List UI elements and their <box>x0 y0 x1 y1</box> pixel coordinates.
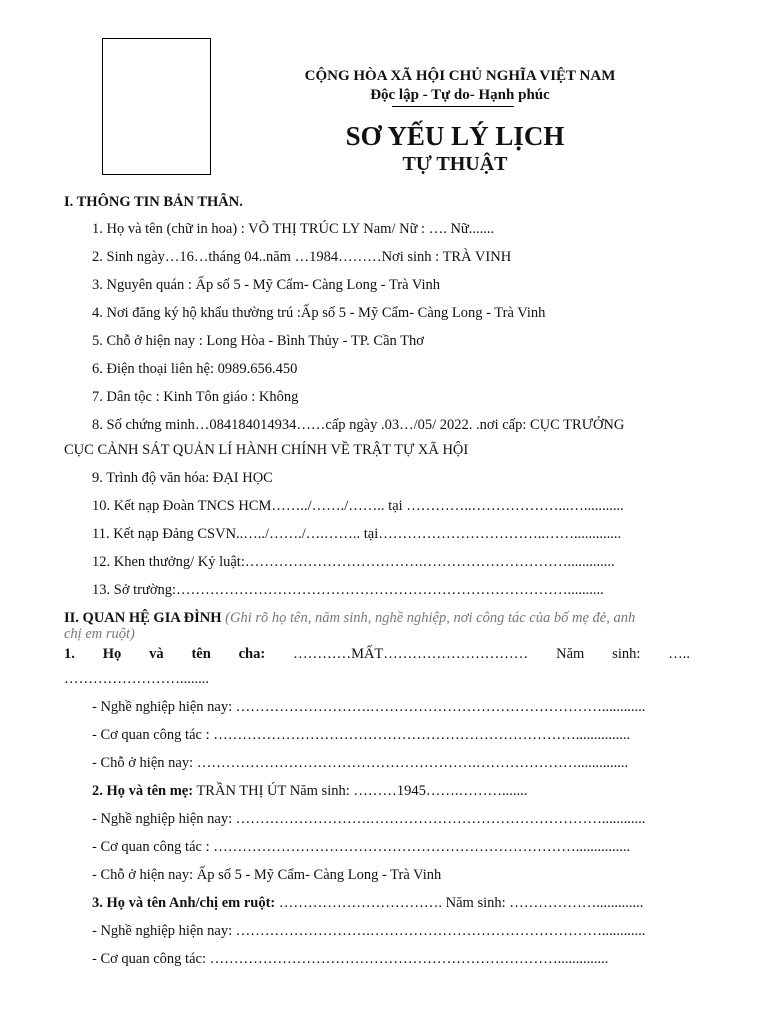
sibling-workplace: - Cơ quan công tác: ……………………………………………………………….............. <box>92 951 609 967</box>
father-word-va: và <box>149 646 164 662</box>
section2-heading-line <box>64 609 635 627</box>
document-subtitle: TỰ THUẬT <box>402 153 508 175</box>
sibling-label: 3. Họ và tên Anh/chị em ruột: <box>92 895 276 911</box>
field-youth-union: 10. Kết nạp Đoàn TNCS HCM……../……./…….. tại …………..………………...…........... <box>92 498 624 514</box>
mother-value: TRẦN THỊ ÚT Năm sinh: ………1945…….………....... <box>193 783 528 799</box>
father-word-sinh: sinh: <box>612 646 641 662</box>
mother-label: 2. Họ và tên mẹ: <box>92 783 194 799</box>
field-ethnicity-religion: 7. Dân tộc : Kinh Tôn giáo : Không <box>92 389 299 405</box>
field-registered-residence: 4. Nơi đăng ký hộ khẩu thường trú :Ấp số 5 - Mỹ Cẩm- Càng Long - Trà Vinh <box>92 305 546 321</box>
section2-note: (Ghi rõ họ tên, năm sinh, nghề nghiệp, nơi công tác của bố mẹ đẻ, anh <box>225 610 636 626</box>
field-party: 11. Kết nạp Đảng CSVN..…../……./….…….. tại……………………………..……............. <box>92 526 622 542</box>
document-title: SƠ YẾU LÝ LỊCH <box>345 121 565 151</box>
photo-placeholder <box>102 38 211 175</box>
motto-underline <box>392 106 514 107</box>
field-id-number: 8. Số chứng minh…084184014934……cấp ngày .03…/05/ 2022. .nơi cấp: CỤC TRƯỞNG <box>92 417 625 433</box>
father-workplace: - Cơ quan công tác : …………………………………………………………………............... <box>92 727 631 743</box>
father-birth-dots: ….. <box>668 646 690 662</box>
sibling-job: - Nghề nghiệp hiện nay: ……………………….…………………………………………............ <box>92 923 646 939</box>
mother-name-line <box>92 782 527 800</box>
mother-workplace: - Cơ quan công tác : …………………………………………………………………............... <box>92 839 631 855</box>
father-word-cha: cha: <box>238 646 266 662</box>
father-word-ho: Họ <box>102 646 122 662</box>
mother-address: - Chỗ ở hiện nay: Ấp số 5 - Mỹ Cẩm- Càng Long - Trà Vinh <box>92 867 442 883</box>
father-job: - Nghề nghiệp hiện nay: ……………………….…………………………………………............ <box>92 699 646 715</box>
sibling-name-line <box>92 894 643 912</box>
country-header: CỘNG HÒA XÃ HỘI CHỦ NGHĨA VIỆT NAM <box>304 68 616 84</box>
field-id-issuer: CỤC CẢNH SÁT QUẢN LÍ HÀNH CHÍNH VỀ TRẬT TỰ XÃ HỘI <box>64 442 469 458</box>
father-name-value: …………MẤT………………………… <box>293 646 529 662</box>
field-strengths: 13. Sở trường:……………………………………………………………………….......... <box>92 582 604 598</box>
field-rewards: 12. Khen thưởng/ Kỷ luật:……………………………….…………………………............. <box>92 554 615 570</box>
father-name-cont: ……………………........ <box>64 671 209 687</box>
father-word-ten: tên <box>191 646 211 662</box>
section1-heading: I. THÔNG TIN BẢN THÂN. <box>64 194 243 210</box>
father-address: - Chỗ ở hiện nay: ………………………………………………….………………….............. <box>92 755 629 771</box>
sibling-value: ……………………………. Năm sinh: ………………............. <box>275 895 644 911</box>
father-name-line <box>64 645 690 663</box>
field-current-address: 5. Chỗ ở hiện nay : Long Hòa - Bình Thủy - TP. Cần Thơ <box>92 333 424 349</box>
father-word-nam: Năm <box>556 646 585 662</box>
field-full-name: 1. Họ và tên (chữ in hoa) : VÕ THỊ TRÚC LY Nam/ Nữ : …. Nữ....... <box>92 221 495 237</box>
section2-note-cont: chị em ruột) <box>64 626 135 642</box>
mother-job: - Nghề nghiệp hiện nay: ……………………….…………………………………………............ <box>92 811 646 827</box>
field-phone: 6. Điện thoại liên hệ: 0989.656.450 <box>92 361 298 377</box>
father-num: 1. <box>64 646 75 662</box>
field-education: 9. Trình độ văn hóa: ĐẠI HỌC <box>92 470 273 486</box>
section2-heading: II. QUAN HỆ GIA ĐÌNH <box>64 610 222 626</box>
field-hometown: 3. Nguyên quán : Ấp số 5 - Mỹ Cẩm- Càng Long - Trà Vinh <box>92 277 441 293</box>
field-birth: 2. Sinh ngày…16…tháng 04..năm …1984………Nơi sinh : TRÀ VINH <box>92 249 512 265</box>
motto-header: Độc lập - Tự do- Hạnh phúc <box>370 87 550 103</box>
